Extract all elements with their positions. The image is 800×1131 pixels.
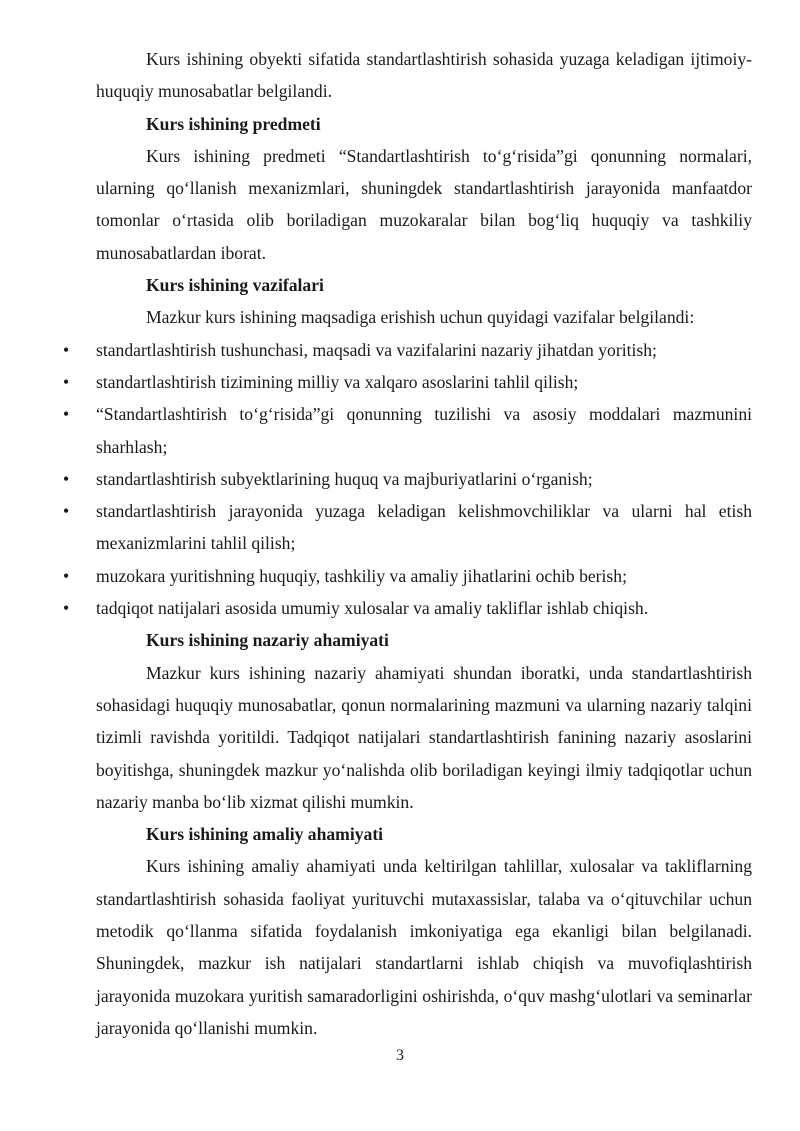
bullet-icon: • xyxy=(63,404,70,425)
bullet-icon: • xyxy=(63,598,70,619)
bullet-icon: • xyxy=(63,339,70,360)
task-item xyxy=(63,398,752,463)
tasks-list xyxy=(63,334,752,625)
theoretical-paragraph: Mazkur kurs ishining nazariy ahamiyati shundan iboratki, unda standartlashtirish sohasidagi huquqiy munosabatlar, qonun normalarining mazmuni va ularning nazariy talqini tizimli ravishda yoritildi. Tadqiqot natijalari standartlashtirish fanining nazariy asoslarini boyitishga, shuningdek mazkur yo‘nalishda olib boriladigan keyingi ilmiy tadqiqotlar uchun nazariy manba bo‘lib xizmat qilishi mumkin. xyxy=(96,662,752,812)
document-page xyxy=(63,43,752,1044)
task-item-text: muzokara yuritishning huquqiy, tashkiliy va amaliy jihatlarini ochib berish; xyxy=(96,565,627,586)
task-item-text: standartlashtirish jarayonida yuzaga keladigan kelishmovchiliklar va ularni hal etish mexanizmlarini tahlil qilish; xyxy=(96,501,752,554)
task-item xyxy=(63,366,752,398)
tasks-heading: Kurs ishining vazifalari xyxy=(146,275,324,296)
task-item-text: “Standartlashtirish to‘g‘risida”gi qonunning tuzilishi va asosiy moddalari mazmunini sharhlash; xyxy=(96,404,752,457)
page-number: 3 xyxy=(396,1047,404,1064)
task-item-text: tadqiqot natijalari asosida umumiy xulosalar va amaliy takliflar ishlab chiqish. xyxy=(96,598,649,619)
object-paragraph: Kurs ishining obyekti sifatida standartlashtirish sohasida yuzaga keladigan ijtimoiy-huquqiy munosabatlar belgilandi. xyxy=(96,49,752,102)
bullet-icon: • xyxy=(63,501,70,522)
subject-heading: Kurs ishining predmeti xyxy=(146,113,321,134)
task-item-text: standartlashtirish tushunchasi, maqsadi va vazifalarini nazariy jihatdan yoritish; xyxy=(96,339,657,360)
task-item xyxy=(63,334,752,366)
practical-paragraph: Kurs ishining amaliy ahamiyati unda keltirilgan tahlillar, xulosalar va takliflarning standartlashtirish sohasida faoliyat yurituvchi mutaxassislar, talaba va o‘qituvchilar uchun metodik qo‘llanma sifatida foydalanish imkoniyatiga ega ekanligi bilan belgilanadi. Shuningdek, mazkur ish natijalari standartlarni ishlab chiqish va muvofiqlashtirish jarayonida muzokara yuritish samaradorligini oshirishda, o‘quv mashg‘ulotlari va seminarlar jarayonida qo‘llanishi mumkin. xyxy=(96,856,752,1038)
task-item-text: standartlashtirish tizimining milliy va xalqaro asoslarini tahlil qilish; xyxy=(96,371,579,392)
task-item xyxy=(63,495,752,560)
tasks-intro: Mazkur kurs ishining maqsadiga erishish uchun quyidagi vazifalar belgilandi: xyxy=(146,307,695,328)
task-item xyxy=(63,560,752,592)
bullet-icon: • xyxy=(63,468,70,489)
task-item-text: standartlashtirish subyektlarining huquq va majburiyatlarini o‘rganish; xyxy=(96,468,593,489)
theoretical-heading: Kurs ishining nazariy ahamiyati xyxy=(146,630,389,651)
subject-paragraph: Kurs ishining predmeti “Standartlashtirish to‘g‘risida”gi qonunning normalari, ularning qo‘llanish mexanizmlari, shuningdek standartlashtirish jarayonida manfaatdor tomonlar o‘rtasida olib boriladigan muzokaralar bilan bog‘liq huquqiy va tashkiliy munosabatlardan iborat. xyxy=(96,145,752,263)
bullet-icon: • xyxy=(63,565,70,586)
task-item xyxy=(63,463,752,495)
practical-heading: Kurs ishining amaliy ahamiyati xyxy=(146,824,384,845)
task-item xyxy=(63,592,752,624)
bullet-icon: • xyxy=(63,371,70,392)
